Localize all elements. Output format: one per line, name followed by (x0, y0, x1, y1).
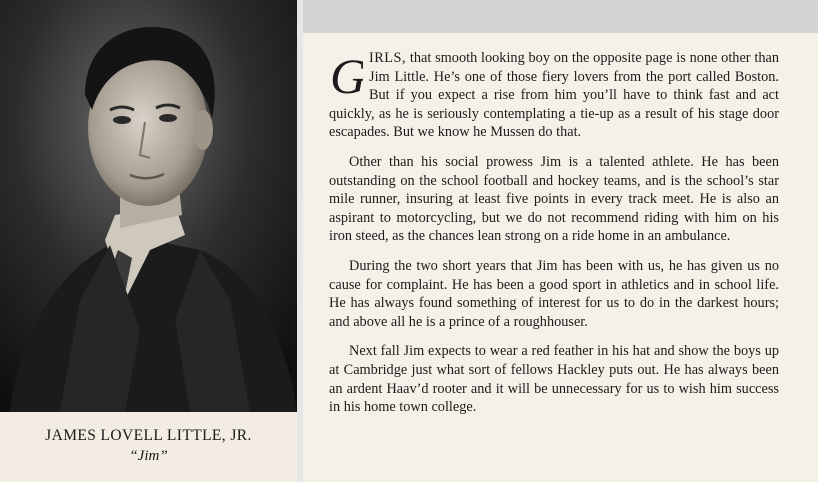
yearbook-left-page (0, 0, 297, 482)
yearbook-right-page (303, 33, 818, 482)
paragraph-1 (329, 49, 779, 142)
dropcap-letter: G (330, 51, 363, 101)
portrait-photo (0, 0, 297, 412)
paragraph-3: During the two short years that Jim has been with us, he has given us no cause for complaint. He has been a good sport in athletics and in school life. He has always found something of interest for us to do in the darkest hours; and above all he is a prince of a roughhouser. (329, 257, 779, 330)
scan-background (303, 0, 818, 33)
paragraph-4: Next fall Jim expects to wear a red feather in his hat and show the boys up at Cambridge just what sort of fellows Hackley puts out. He has always been an ardent Haav’d rooter and it will be unnecessary for us to wish him success in his home town college. (329, 343, 779, 416)
caption-nickname: “Jim” (129, 448, 168, 464)
paragraph-1-text: that smooth looking boy on the opposite page is none other than Jim Little. He’s one of those fiery lovers from the port called Boston. But if you expect a rise from him you’ll have to think fast and act quickly, as he is seriously contemplating a tie-up as a result of his stage door escapades. But we know he Mussen do that. (329, 50, 779, 141)
first-word-rest: IRLS, (369, 50, 407, 66)
paragraph-2: Other than his social prowess Jim is a talented athlete. He has been outstanding on the school football and hockey teams, and is the school’s star mile runner, insuring at least five points in every track meet. He is also an aspirant to motorcycling, but we do not recommend riding with him on his iron steed, as the chances lean strong on a ride home in an ambulance. (329, 153, 779, 245)
ornamental-dropcap (329, 51, 363, 101)
caption-name: JAMES LOVELL LITTLE, JR. (45, 427, 252, 444)
portrait-illustration (0, 0, 297, 412)
biography-text (329, 49, 779, 428)
